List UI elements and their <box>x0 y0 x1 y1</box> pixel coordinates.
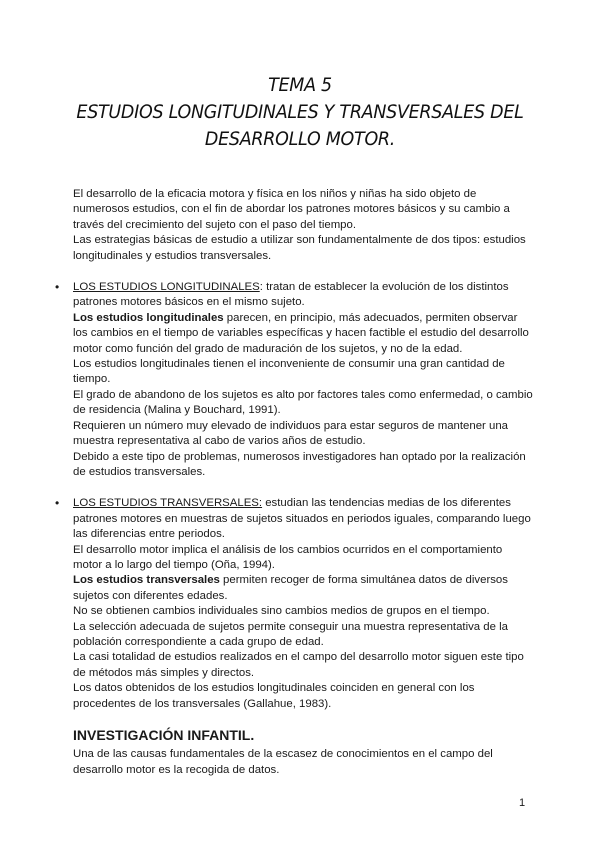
intro-paragraph-1: El desarrollo de la eficacia motora y física en los niños y niñas ha sido objeto de numerosos estudios, con el fin de abordar los patrones motores básicos y su cambio a través del crecimiento del sujeto con el paso del tiempo. <box>73 188 510 231</box>
longitudinal-paragraph-4: Requieren un número muy elevado de individuos para estar seguros de mantener una muestra representativa al cabo de varios años de estudio. <box>73 419 509 448</box>
transversal-definition: estudian las tendencias medias de los diferentes patrones motores en muestras de sujetos situados en periodos iguales, comparando luego las diferencias entre periodos. <box>73 497 531 541</box>
title-block <box>0 72 600 153</box>
bullet-longitudinal <box>73 280 533 311</box>
title-topic: TEMA 5 <box>268 74 332 96</box>
transversal-paragraph-1: El desarrollo motor implica el análisis de los cambios ocurridos en el comportamiento motor a lo largo del tiempo (Oña, 1994). <box>73 543 503 571</box>
longitudinal-paragraph-1 <box>73 311 533 357</box>
longitudinal-paragraph-2: Los estudios longitudinales tienen el inconveniente de consumir una gran cantidad de tiempo. <box>73 358 505 386</box>
longitudinal-paragraph-5: Debido a este tipo de problemas, numerosos investigadores han optado por la realización de estudios transversales. <box>73 450 526 478</box>
longitudinal-paragraph-3: El grado de abandono de los sujetos es alto por factores tales como enfermedad, o cambio de residencia (Malina y Bouchard, 1991). <box>73 388 533 417</box>
transversal-paragraph-3: No se obtienen cambios individuales sino cambios medios de grupos en el tiempo. <box>73 605 490 618</box>
intro-paragraph-2: Las estrategias básicas de estudio a utilizar son fundamentalmente de dos tipos: estudios longitudinales y estudios transversales. <box>73 234 526 262</box>
title-line-2: DESARROLLO MOTOR. <box>204 128 396 150</box>
longitudinal-label: LOS ESTUDIOS LONGITUDINALES <box>73 281 260 294</box>
longitudinal-bold: Los estudios longitudinales <box>73 311 224 324</box>
transversal-paragraph-2 <box>73 573 533 604</box>
document-body <box>73 187 533 778</box>
transversal-paragraph-5: La casi totalidad de estudios realizados en el campo del desarrollo motor siguen este tipo de métodos más simples y directos. <box>73 651 524 679</box>
transversal-paragraph-6: Los datos obtenidos de los estudios longitudinales coinciden en general con los procedentes de los transversales (Gallahue, 1983). <box>73 682 475 710</box>
transversal-paragraph-2-text: permiten recoger de forma simultánea datos de diversos sujetos con diferentes edades. <box>73 574 508 602</box>
transversal-label: LOS ESTUDIOS TRANSVERSALES: <box>73 497 263 510</box>
section-heading-investigacion: INVESTIGACIÓN INFANTIL. <box>73 727 255 743</box>
title-line-1: ESTUDIOS LONGITUDINALES Y TRANSVERSALES DEL <box>76 101 524 123</box>
page-number: 1 <box>519 797 526 809</box>
transversal-paragraph-4: La selección adecuada de sujetos permite conseguir una muestra representativa de la población correspondiente a cada grupo de edad. <box>73 620 509 648</box>
longitudinal-paragraph-1-text: parecen, en principio, más adecuados, permiten observar los cambios en el tiempo de variables específicas y hacen factible el estudio del desarrollo motor como función del grado de maduración de los sujetos, y no de la edad. <box>73 311 529 355</box>
longitudinal-definition: : tratan de establecer la evolución de los distintos patrones motores básicos en el mismo sujeto. <box>73 281 509 309</box>
investigacion-paragraph-1: Una de las causas fundamentales de la escasez de conocimientos en el campo del desarrollo motor es la recogida de datos. <box>73 748 493 776</box>
bullet-transversal <box>73 496 533 542</box>
transversal-bold: Los estudios transversales <box>73 574 220 587</box>
